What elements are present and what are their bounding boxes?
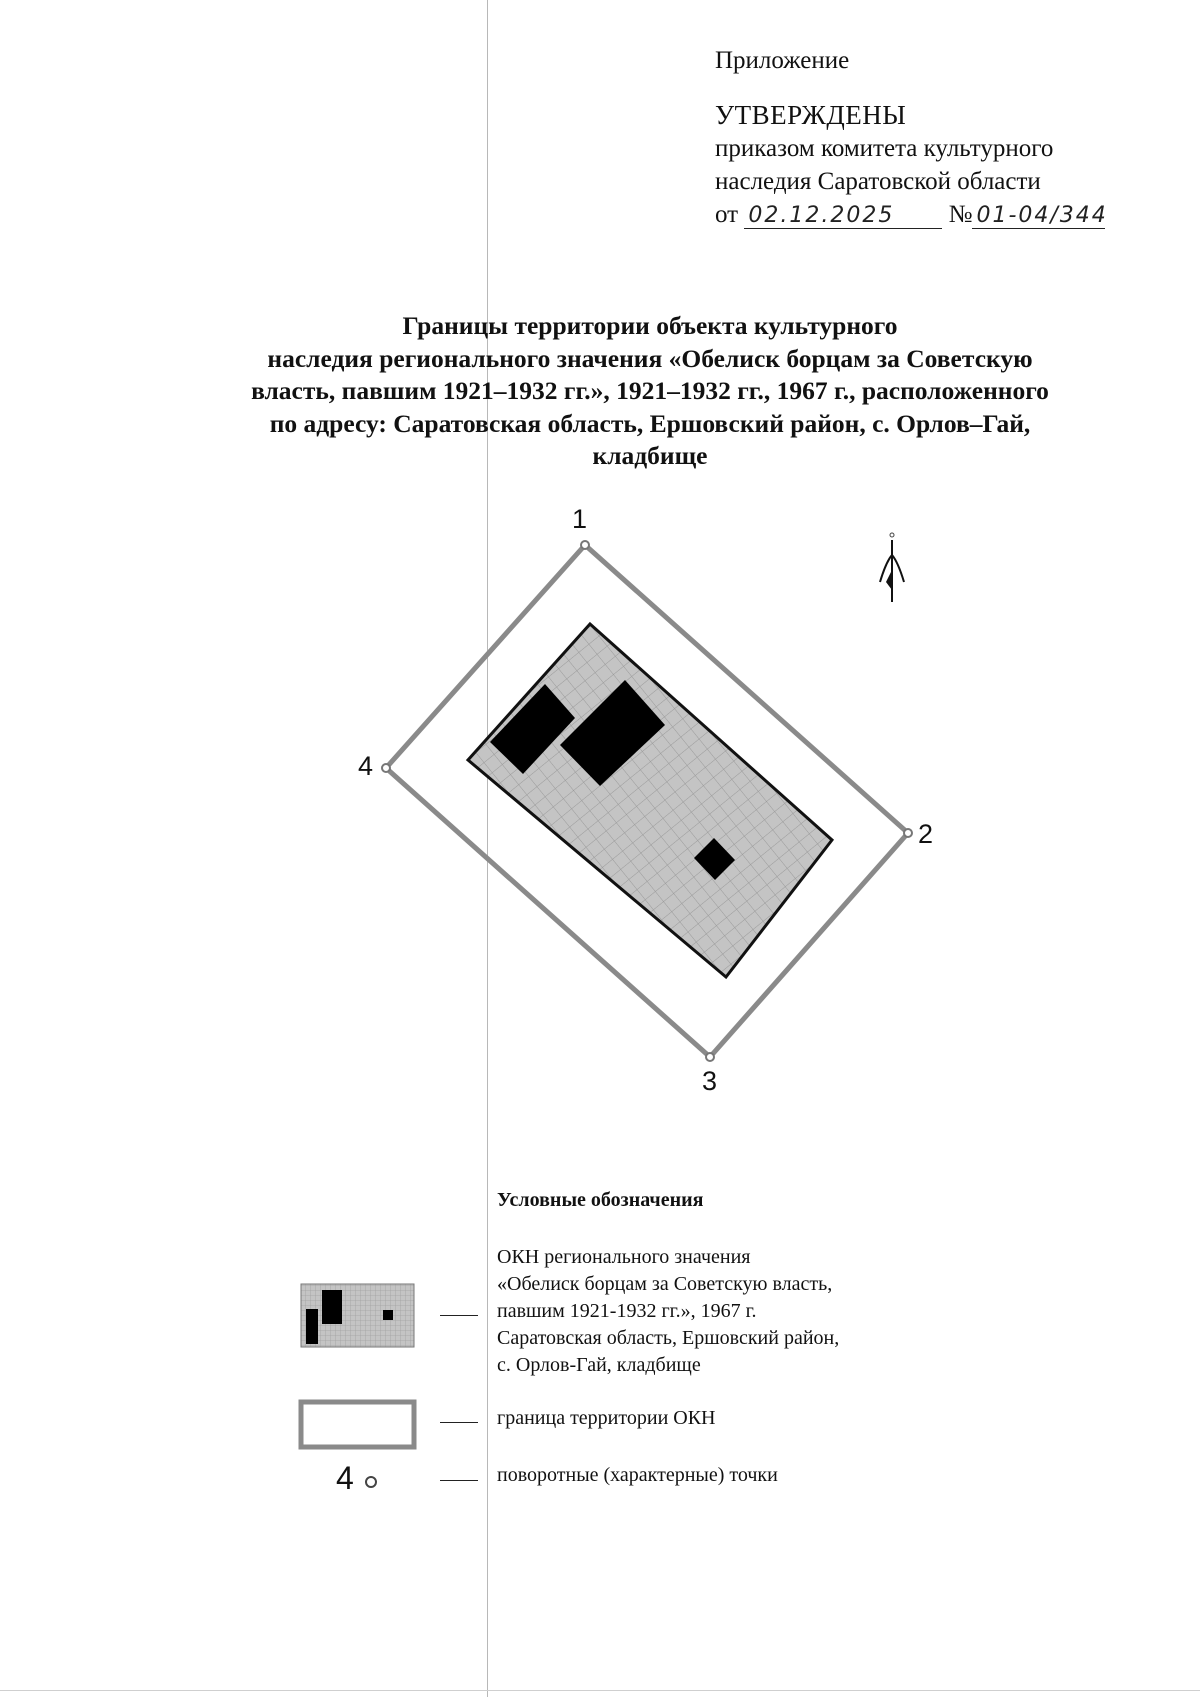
order-date: 02.12.2025 [744,204,942,229]
legend-title: Условные обозначения [497,1189,704,1211]
point-label-3: 3 [702,1066,718,1096]
legend-item-points: поворотные (характерные) точки [497,1464,778,1486]
legend-item-boundary: граница территории ОКН [497,1407,716,1429]
title-line-3: власть, павшим 1921–1932 гг.», 1921–1932 гг., 1967 г., расположенного [251,376,1049,405]
point-label-2: 2 [918,819,934,849]
legend-boundary-symbol [301,1402,414,1447]
turning-point-2 [904,829,912,837]
from-label: от [715,201,739,228]
legend-object-line-3: павшим 1921-1932 гг.», 1967 г. [497,1300,757,1322]
title-line-2: наследия регионального значения «Обелиск борцам за Советскую [267,343,1033,373]
legend-dash-1 [440,1315,478,1316]
title-line-1: Границы территории объекта культурного [402,311,898,340]
turning-point-1 [581,541,589,549]
legend-object-line-5: с. Орлов-Гай, кладбище [497,1354,701,1376]
approval-line-1: приказом комитета культурного [715,135,1054,162]
legend-object-line-4: Саратовская область, Ершовский район, [497,1327,840,1349]
heritage-object-area [468,624,832,977]
number-sign: № [948,201,973,228]
legend-object-symbol [301,1284,414,1347]
legend-dash-3 [440,1480,478,1481]
point-label-4: 4 [358,751,374,781]
appendix-label: Приложение [715,47,850,74]
approval-line-2: наследия Саратовской области [715,168,1041,195]
order-number: 01-04/344 [972,204,1105,229]
turning-point-4 [382,764,390,772]
north-arrow-icon [880,533,904,602]
legend-point-symbol [366,1477,376,1487]
legend-point-number: 4 [336,1460,354,1496]
turning-point-3 [706,1053,714,1061]
title-line-5: кладбище [592,441,708,470]
legend-dash-2 [440,1422,478,1423]
legend-object-line-1: ОКН регионального значения [497,1246,751,1268]
legend-item-object [497,1244,957,1379]
approved-heading: УТВЕРЖДЕНЫ [715,100,907,130]
title-line-4: по адресу: Саратовская область, Ершовский район, с. Орлов–Гай, [269,408,1031,438]
point-label-1: 1 [572,504,588,534]
legend-object-line-2: «Обелиск борцам за Советскую власть, [497,1273,833,1295]
